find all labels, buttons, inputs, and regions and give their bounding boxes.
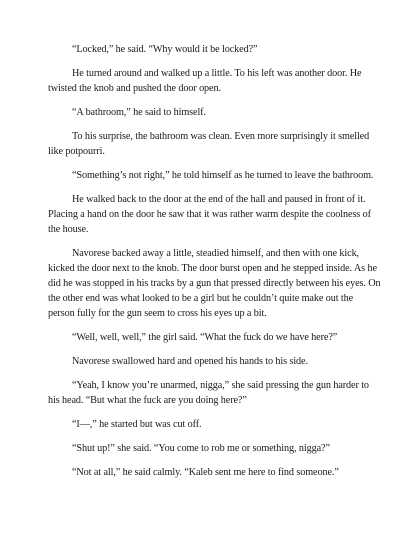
paragraph: “Yeah, I know you’re unarmed, nigga,” she said pressing the gun harder to his head. “But what the fuck are you doing here?” [48, 380, 369, 406]
body-text [48, 42, 382, 489]
paragraph: To his surprise, the bathroom was clean. Even more surprisingly it smelled like potpourri. [48, 131, 370, 157]
paragraph: Navorese backed away a little, steadied himself, and then with one kick, kicked the door next to the knob. The door burst open and he stepped inside. As he did he was stopped in his tracks by a gun that pressed directly between his eyes. On the other end was what looked to be a girl but he couldn’t quite make out the person fully for the gun seem to cross his eyes up a bit. [48, 248, 381, 319]
paragraph: Navorese swallowed hard and opened his hands to his side. [72, 356, 308, 367]
paragraph: “Shut up!” she said. “You come to rob me or something, nigga?” [72, 443, 330, 454]
paragraph: “A bathroom,” he said to himself. [72, 107, 206, 118]
paragraph: “Not at all,” he said calmly. “Kaleb sent me here to find someone.” [72, 467, 339, 478]
paragraph: “I—,” he started but was cut off. [72, 419, 202, 430]
paragraph: He walked back to the door at the end of the hall and paused in front of it. Placing a hand on the door he saw that it was rather warm despite the coolness of the house. [48, 194, 371, 235]
paragraph: “Well, well, well,” the girl said. “What the fuck do we have here?” [72, 332, 338, 343]
paragraph: He turned around and walked up a little. To his left was another door. He twisted the knob and pushed the door open. [48, 68, 362, 94]
paragraph: “Locked,” he said. “Why would it be locked?” [72, 44, 258, 55]
paragraph: “Something’s not right,” he told himself as he turned to leave the bathroom. [72, 170, 374, 181]
